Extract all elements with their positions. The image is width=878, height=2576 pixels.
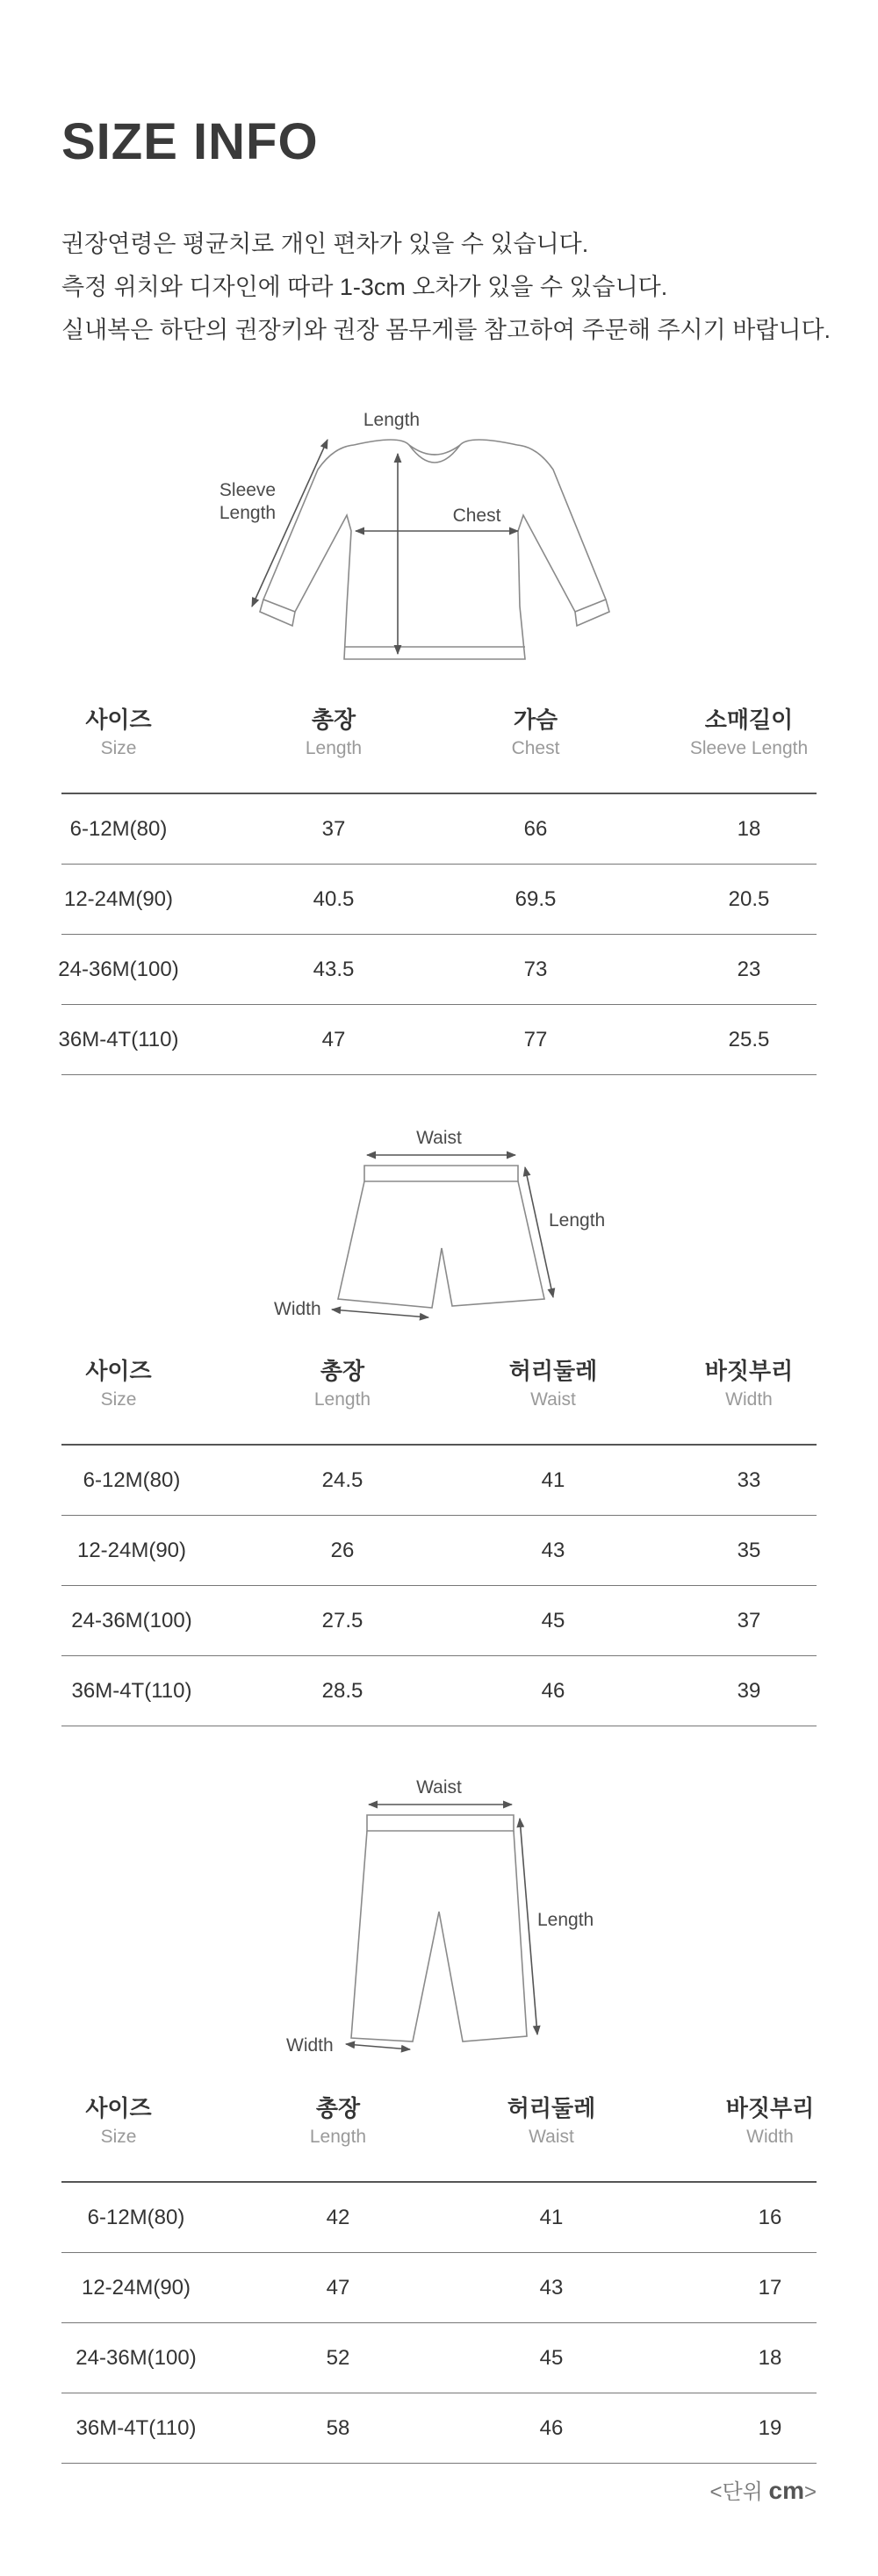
cell: 6-12M(80) [87,2206,185,2229]
cell: 58 [326,2416,350,2440]
cell: 18 [758,2346,782,2370]
header-size: 사이즈 Size [85,1358,152,1410]
cell: 46 [541,1679,565,1703]
cell: 37 [321,817,346,841]
cell: 36M-4T(110) [71,1679,192,1703]
cell: 43 [541,1539,565,1562]
cell: 35 [737,1539,761,1562]
table-row [61,1656,817,1726]
table-row [61,2393,817,2464]
unit-suffix: > [803,2480,817,2504]
cell: 20.5 [728,887,770,911]
size-table-top [58,702,817,1075]
table-header [61,2091,817,2183]
cell: 45 [541,1609,565,1632]
cell: 66 [523,817,548,841]
table-row [58,935,817,1005]
shorts-diagram [0,1115,878,1334]
table-row [61,2183,817,2253]
page-title: SIZE INFO [61,113,319,170]
note-line: 측정 위치와 디자인에 따라 1-3cm 오차가 있을 수 있습니다. [61,274,668,300]
cell: 69.5 [515,887,557,911]
cell: 24.5 [321,1468,363,1492]
length-label: Length [549,1210,606,1231]
cell: 36M-4T(110) [58,1028,179,1051]
table-row [61,2323,817,2393]
cell: 6-12M(80) [69,817,168,841]
table-row [61,794,817,865]
header-length: 총장 Length [313,1358,371,1410]
cell: 26 [330,1539,355,1562]
cell: 77 [523,1028,548,1051]
header-width: 바짓부리 Width [704,1358,794,1410]
cell: 39 [737,1679,761,1703]
width-label: Width [286,2035,334,2056]
cell: 73 [523,958,548,981]
unit-prefix: <단위 [709,2480,769,2504]
header-width: 바짓부리 Width [725,2095,815,2147]
cell: 41 [539,2206,564,2229]
cell: 37 [737,1609,761,1632]
cell: 46 [539,2416,564,2440]
table-row [58,1005,817,1075]
cell: 12-24M(90) [63,887,174,911]
cell: 27.5 [321,1609,363,1632]
cell: 42 [326,2206,350,2229]
table-row [61,1446,817,1516]
cell: 24-36M(100) [71,1609,192,1632]
cell: 24-36M(100) [76,2346,197,2370]
header-size: 사이즈 Size [85,2095,152,2147]
cell: 18 [737,817,761,841]
length-label: Length [363,410,421,430]
size-table-shorts [61,1353,817,1726]
cell: 40.5 [313,887,355,911]
table-row [61,865,817,935]
header-length: 총장 Length [309,2095,367,2147]
table-row [61,2253,817,2323]
table-header [61,1353,817,1446]
unit-value: cm [768,2477,804,2504]
cell: 25.5 [728,1028,770,1051]
cell: 28.5 [321,1679,363,1703]
table-header [61,702,817,794]
header-sleeve-length: 소매길이 Sleeve Length [689,707,809,758]
unit-note [709,2474,817,2505]
header-size: 사이즈 Size [85,707,152,758]
note-line: 실내복은 하단의 권장키와 권장 몸무게를 참고하여 주문해 주시기 바랍니다. [61,317,831,343]
cell: 43 [539,2276,564,2300]
sleeve-length-label: Sleeve [219,480,277,500]
table-row [61,1516,817,1586]
cell: 36M-4T(110) [76,2416,197,2440]
note-line: 권장연령은 평균치로 개인 편차가 있을 수 있습니다. [61,231,589,257]
header-waist: 허리둘레 Waist [507,2095,596,2147]
notes [61,223,831,352]
length-label: Length [537,1910,594,1930]
cell: 45 [539,2346,564,2370]
width-label: Width [274,1299,321,1319]
cell: 47 [321,1028,346,1051]
cell: 17 [758,2276,782,2300]
cell: 33 [737,1468,761,1492]
cell: 12-24M(90) [76,1539,187,1562]
waist-label: Waist [416,1777,462,1797]
cell: 52 [326,2346,350,2370]
pants-diagram [0,1764,878,2063]
size-table-pants [61,2091,817,2464]
cell: 43.5 [313,958,355,981]
cell: 16 [758,2206,782,2229]
waist-label: Waist [416,1128,462,1148]
cell: 41 [541,1468,565,1492]
cell: 47 [326,2276,350,2300]
cell: 6-12M(80) [83,1468,181,1492]
sleeve-length-label: Length [219,503,277,523]
cell: 23 [737,958,761,981]
header-chest: 가슴 Chest [511,707,560,758]
header-length: 총장 Length [305,707,363,758]
header-waist: 허리둘레 Waist [508,1358,598,1410]
sweatshirt-diagram [0,399,878,680]
cell: 19 [758,2416,782,2440]
cell: 12-24M(90) [81,2276,191,2300]
table-row [61,1586,817,1656]
chest-label: Chest [452,506,501,526]
cell: 24-36M(100) [58,958,179,981]
